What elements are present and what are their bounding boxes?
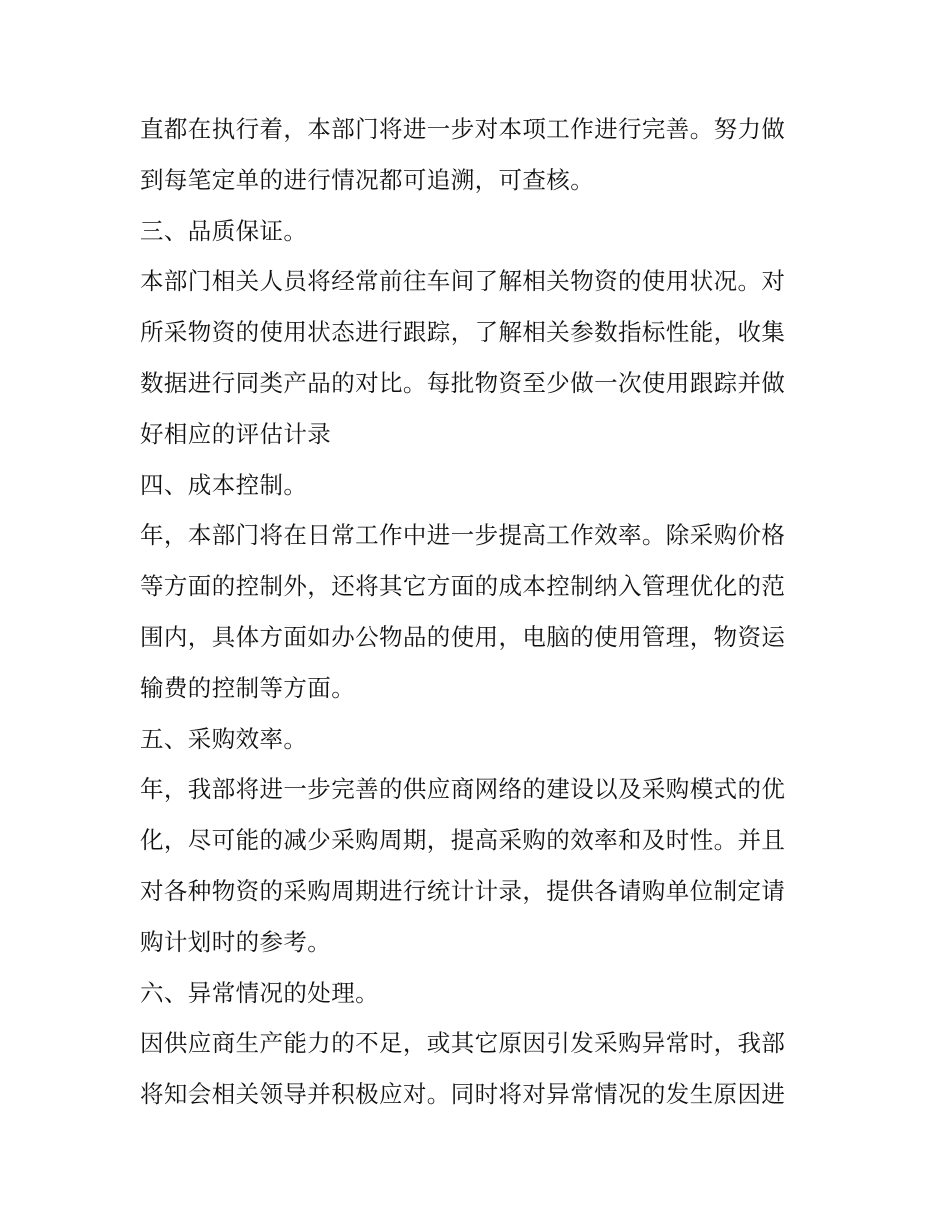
paragraph-line: 对各种物资的采购周期进行统计计录，提供各请购单位制定请 bbox=[140, 876, 786, 905]
paragraph-line: 年，我部将进一步完善的供应商网络的建设以及采购模式的优 bbox=[140, 775, 786, 804]
paragraph-line: 将知会相关领导并积极应对。同时将对异常情况的发生原因进 bbox=[140, 1080, 786, 1109]
paragraph-line: 等方面的控制外，还将其它方面的成本控制纳入管理优化的范 bbox=[140, 572, 786, 601]
section-heading: 四、成本控制。 bbox=[140, 470, 308, 499]
paragraph-line: 到每笔定单的进行情况都可追溯，可查核。 bbox=[140, 165, 595, 194]
paragraph-line: 本部门相关人员将经常前往车间了解相关物资的使用状况。对 bbox=[140, 267, 786, 296]
paragraph-line: 输费的控制等方面。 bbox=[140, 673, 356, 702]
document-body bbox=[140, 104, 820, 1120]
section-heading: 六、异常情况的处理。 bbox=[140, 978, 379, 1007]
paragraph-line: 直都在执行着，本部门将进一步对本项工作进行完善。努力做 bbox=[140, 115, 786, 143]
paragraph-line: 因供应商生产能力的不足，或其它原因引发采购异常时，我部 bbox=[140, 1029, 786, 1058]
paragraph-line: 数据进行同类产品的对比。每批物资至少做一次使用跟踪并做 bbox=[140, 368, 786, 397]
paragraph-line: 年，本部门将在日常工作中进一步提高工作效率。除采购价格 bbox=[140, 521, 786, 550]
paragraph-line: 好相应的评估计录 bbox=[140, 419, 332, 448]
paragraph-line: 化，尽可能的减少采购周期，提高采购的效率和及时性。并且 bbox=[140, 826, 786, 855]
paragraph-line: 购计划时的参考。 bbox=[140, 927, 332, 956]
section-heading: 三、品质保证。 bbox=[140, 216, 308, 245]
section-heading: 五、采购效率。 bbox=[140, 724, 308, 753]
paragraph-line: 围内，具体方面如办公物品的使用，电脑的使用管理，物资运 bbox=[140, 622, 786, 651]
paragraph-line: 所采物资的使用状态进行跟踪，了解相关参数指标性能，收集 bbox=[140, 318, 786, 347]
